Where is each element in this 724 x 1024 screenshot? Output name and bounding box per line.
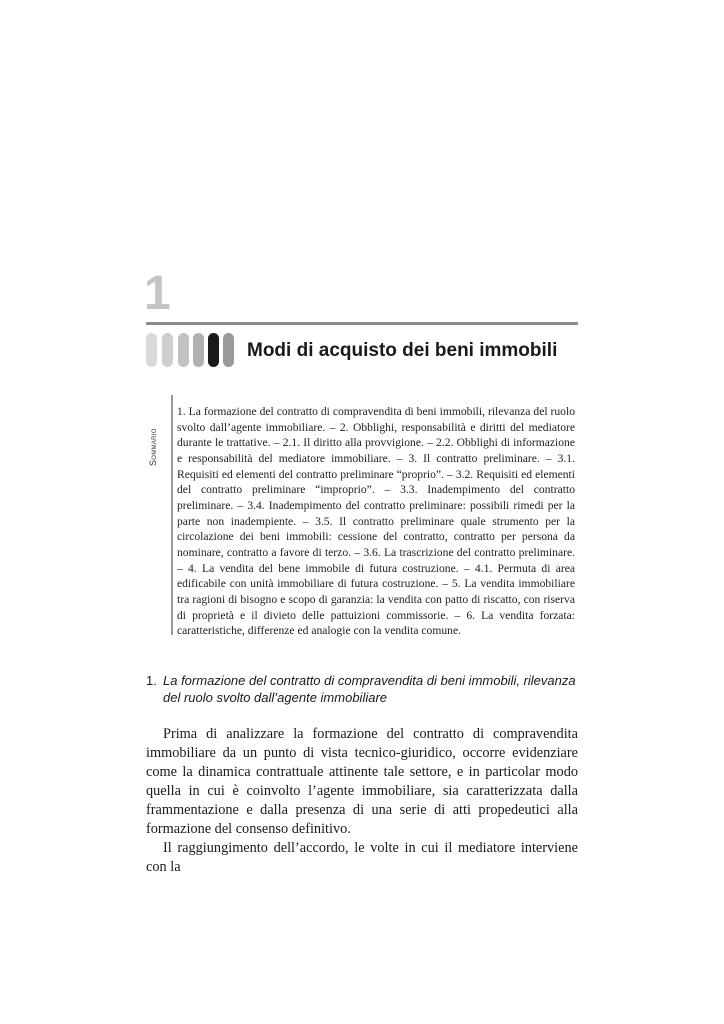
decoration-pill bbox=[162, 333, 173, 367]
body-paragraph: Il raggiungimento dell’accordo, le volte in cui il mediatore interviene con la bbox=[146, 840, 578, 875]
sommario-label: Sommario bbox=[148, 428, 158, 466]
section-number: 1. bbox=[146, 673, 157, 688]
decoration-pill bbox=[178, 333, 189, 367]
decoration-pill bbox=[223, 333, 234, 367]
chapter-number: 1 bbox=[144, 267, 171, 320]
decoration-pill bbox=[193, 333, 204, 367]
body-text bbox=[146, 725, 578, 877]
sommario-bar bbox=[171, 395, 173, 635]
sommario-text: 1. La formazione del contratto di compravendita di beni immobili, rilevanza del ruolo svolto dall’agente immobiliare. – 2. Obblighi, responsabilità e diritti del mediatore durante le trattative. – 2.1. Il diritto alla provvigione. – 2.2. Obblighi di informazione e responsabilità del mediatore immobiliare. – 3. Il contratto preliminare. – 3.1. Requisiti ed elementi del contratto preliminare “proprio”. – 3.2. Requisiti ed elementi del contratto preliminare “improprio”. – 3.3. Inadempimento del contratto preliminare. – 3.4. Inadempimento del contratto preliminare: possibili rimedi per la parte non inadempiente. – 3.5. Il contratto preliminare quale strumento per la circolazione dei beni immobili: cessione del contratto, contratto per persona da nominare, contratto a favore di terzo. – 3.6. La trascrizione del contratto preliminare. – 4. La vendita del bene immobile di futura costruzione. – 4.1. Permuta di area edificabile con unità immobiliare di futura costruzione. – 5. La vendita immobiliare tra ragioni di bisogno e scopo di garanzia: la vendita con patto di riscatto, con riserva di proprietà e il divieto delle pattuizioni commissorie. – 6. La vendita forzata: caratteristiche, differenze ed analogie con la vendita comune. bbox=[177, 405, 575, 638]
chapter-rule bbox=[146, 322, 578, 325]
decoration-pill bbox=[146, 333, 157, 367]
section-title: La formazione del contratto di compravendita di beni immobili, rilevanza del ruolo svolto dall’agente immobiliare bbox=[163, 673, 576, 705]
decoration-pill bbox=[208, 333, 219, 367]
section-heading bbox=[146, 672, 578, 706]
chapter-title: Modi di acquisto dei beni immobili bbox=[247, 340, 558, 361]
body-paragraph: Prima di analizzare la formazione del contratto di compravendita immobiliare da un punto di vista tecnico-giuridico, occorre evidenziare come la dinamica contrattuale attinente tale settore, e in particolar modo quella in cui è coinvolto l’agente immobiliare, sia caratterizzata dalla frammentazione e dalla presenza di una serie di atti propedeutici alla formazione del consenso definitivo. bbox=[146, 726, 578, 837]
